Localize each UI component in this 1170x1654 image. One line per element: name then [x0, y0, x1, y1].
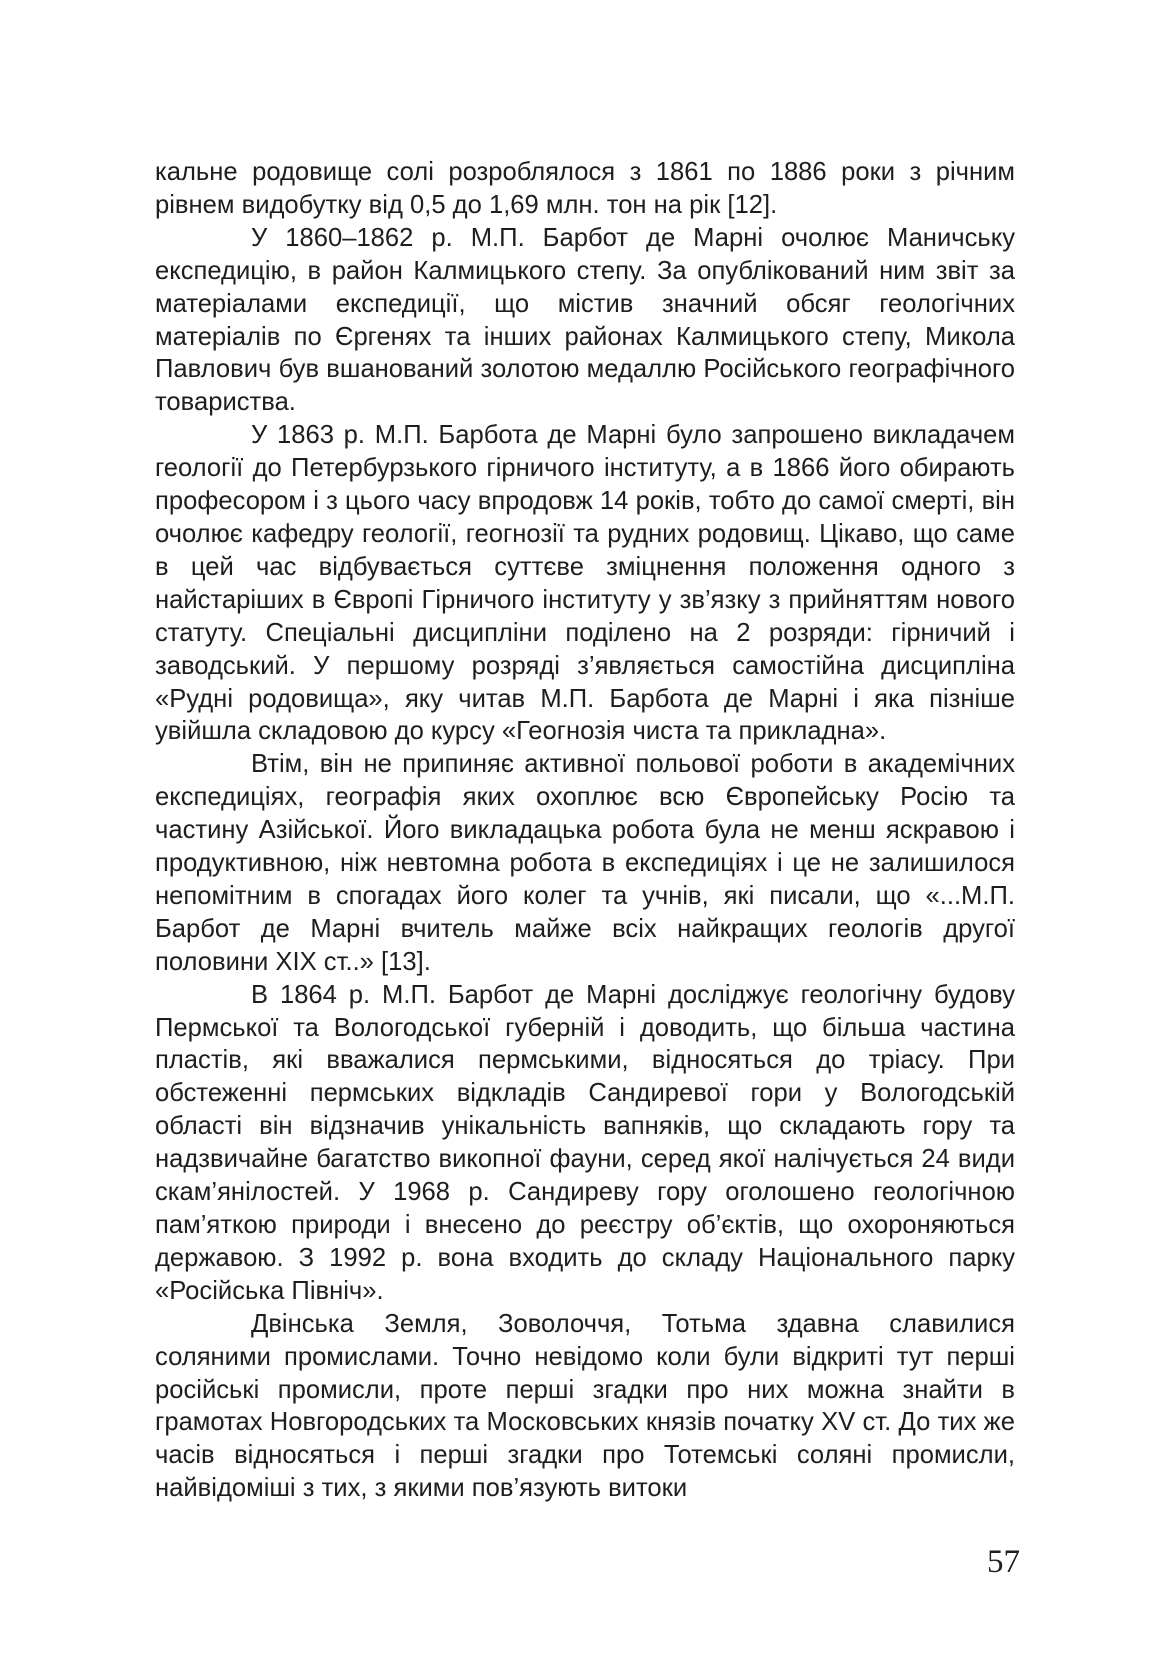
body-text	[155, 156, 1015, 1505]
paragraph-1: кальне родовище солі розроблялося з 1861 по 1886 роки з річним рівнем видобутку від 0,5 до 1,69 млн. тон на рік [12].	[155, 158, 1015, 219]
paragraph-6: Двінська Земля, Зоволоччя, Тотьма здавна славилися соляними промислами. Точно невідомо коли були відкриті тут перші російські промисли, проте перші згадки про них можна знайти в грамотах Новгородських та Московських князів початку XV ст. До тих же часів відносяться і перші згадки про Тотемські соляні промисли, найвідоміші з тих, з якими пов’язують витоки	[155, 1309, 1015, 1503]
page-number: 57	[987, 1544, 1020, 1580]
paragraph-4: Втім, він не припиняє активної польової роботи в академічних експедиціях, географія яких охоплює всю Європейську Росію та частину Азійської. Його викладацька робота була не менш яскравою і продуктивною, ніж невтомна робота в експедиціях і це не залишилося непомітним в спогадах його колег та учнів, які писали, що «...М.П. Барбот де Марні вчитель майже всіх найкращих геологів другої половини ХІХ ст..» [13].	[155, 750, 1015, 976]
paragraph-2: У 1860–1862 р. М.П. Барбот де Марні очолює Маничську експедицію, в район Калмицького степу. За опублікований ним звіт за матеріалами експедиції, що містив значний обсяг геологічних матеріалів по Єргенях та інших районах Калмицького степу, Микола Павлович був вшанований золотою медаллю Російського географічного товариства.	[155, 223, 1015, 417]
paragraph-3: У 1863 р. М.П. Барбота де Марні було запрошено викладачем геології до Петербурзького гірничого інституту, а в 1866 його обирають професором і з цього часу впродовж 14 років, тобто до самої смерті, він очолює кафедру геології, геогнозії та рудних родовищ. Цікаво, що саме в цей час відбувається суттєве зміцнення положення одного з найстаріших в Європі Гірничого інституту у зв’язку з прийняттям нового статуту. Спеціальні дисципліни поділено на 2 розряди: гірничий і заводський. У першому розряді з’являється самостійна дисципліна «Рудні родовища», яку читав М.П. Барбота де Марні і яка пізніше увійшла складовою до курсу «Геогнозія чиста та прикладна».	[155, 421, 1015, 746]
paragraph-5: В 1864 р. М.П. Барбот де Марні досліджує геологічну будову Пермської та Вологодської губерній і доводить, що більша частина пластів, які вважалися пермськими, відносяться до тріасу. При обстеженні пермських відкладів Сандиревої гори у Вологодській області він відзначив унікальність вапняків, що складають гору та надзвичайне багатство викопної фауни, серед якої налічується 24 види скам’янілостей. У 1968 р. Сандиреву гору оголошено геологічною пам’яткою природи і внесено до реєстру об’єктів, що охороняються державою. З 1992 р. вона входить до складу Національного парку «Російська Північ».	[155, 980, 1015, 1305]
